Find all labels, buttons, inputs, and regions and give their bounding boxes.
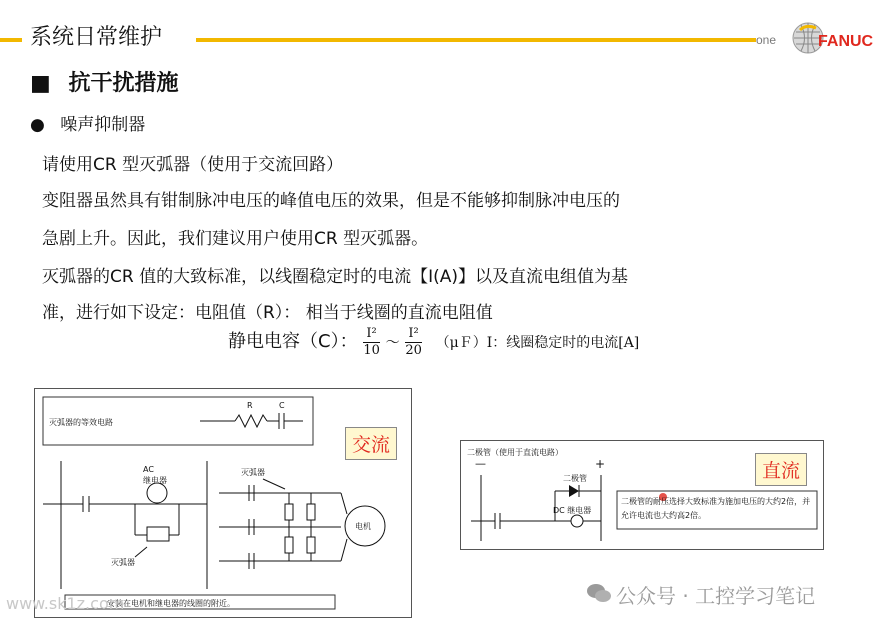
body-line-3: 急剧上升。因此，我们建议用户使用CR 型灭弧器。 [42,229,429,249]
page-title: 系统日常维护 [30,25,163,50]
fraction-2 [405,326,422,358]
suppressor-label-right: 灭弧器 [241,468,265,477]
watermark-left: www.sk1z.com [6,594,125,613]
body-line-4: 灭弧器的CR 值的大致标准，以线圈稳定时的电流【I(A)】以及直流电组值为基 [42,267,628,287]
body-line-2: 变阻器虽然具有钳制脉冲电压的峰值电压的效果，但是不能够抑制脉冲电压的 [42,191,620,211]
svg-text:one: one [756,33,777,47]
ac-note: 安装在电机和继电器的线圈的附近。 [107,599,235,608]
dc-circuit-diagram [460,440,824,550]
c-label: C [279,401,285,410]
dc-plus: + [595,457,606,471]
fraction-1 [363,326,380,358]
formula-tail: （μＦ）I：线圈稳定时的电流[A] [435,335,640,352]
ac-relay-label-1: AC [143,465,154,474]
watermark-right: 公众号 · 工控学习笔记 [616,584,816,608]
suppressor-label-left: 灭弧器 [111,558,135,567]
dc-tag: 直流 [755,453,807,486]
fraction-1-num: I² [363,326,380,343]
dc-title: 二极管（使用于直流电路） [467,448,563,457]
equiv-circuit-label: 灭弧器的等效电路 [49,418,113,427]
formula-label: 静电电容（C）： [228,331,358,353]
bullet-item [30,110,145,135]
header-stripe-right [196,38,756,42]
section-heading-text: 抗干扰措施 [68,71,179,96]
diode-label: 二极管 [563,474,587,483]
fraction-2-num: I² [405,326,422,343]
square-bullet-icon: ■ [30,71,51,96]
header-stripe-left [0,38,22,42]
section-heading [30,66,178,97]
r-label: R [247,401,253,410]
dc-relay-label: DC 继电器 [553,506,592,515]
ac-circuit-diagram [34,388,412,618]
body-line-5: 准，进行如下设定：电阻值（R）： 相当于线圈的直流电阻值 [42,303,493,323]
body-line-1: 请使用CR 型灭弧器（使用于交流回路） [42,155,344,175]
ac-relay-label-2: 继电器 [143,476,167,485]
motor-label: 电机 [355,522,371,531]
fanuc-logo [756,18,886,58]
dot-bullet-icon: ● [30,115,45,135]
svg-text:FANUC: FANUC [818,33,874,50]
formula-tilde: ～ [385,335,400,352]
capacitance-formula [228,326,639,358]
dc-note: 二极管的耐压选择大致标准为施加电压的大约2倍，并允许电流也大约高2倍。 [621,497,811,520]
fraction-1-den: 10 [363,342,380,358]
fraction-2-den: 20 [405,342,422,358]
dc-minus: — [475,457,486,470]
bullet-item-text: 噪声抑制器 [60,115,146,135]
ac-tag: 交流 [345,427,397,460]
wechat-icon [586,582,612,604]
